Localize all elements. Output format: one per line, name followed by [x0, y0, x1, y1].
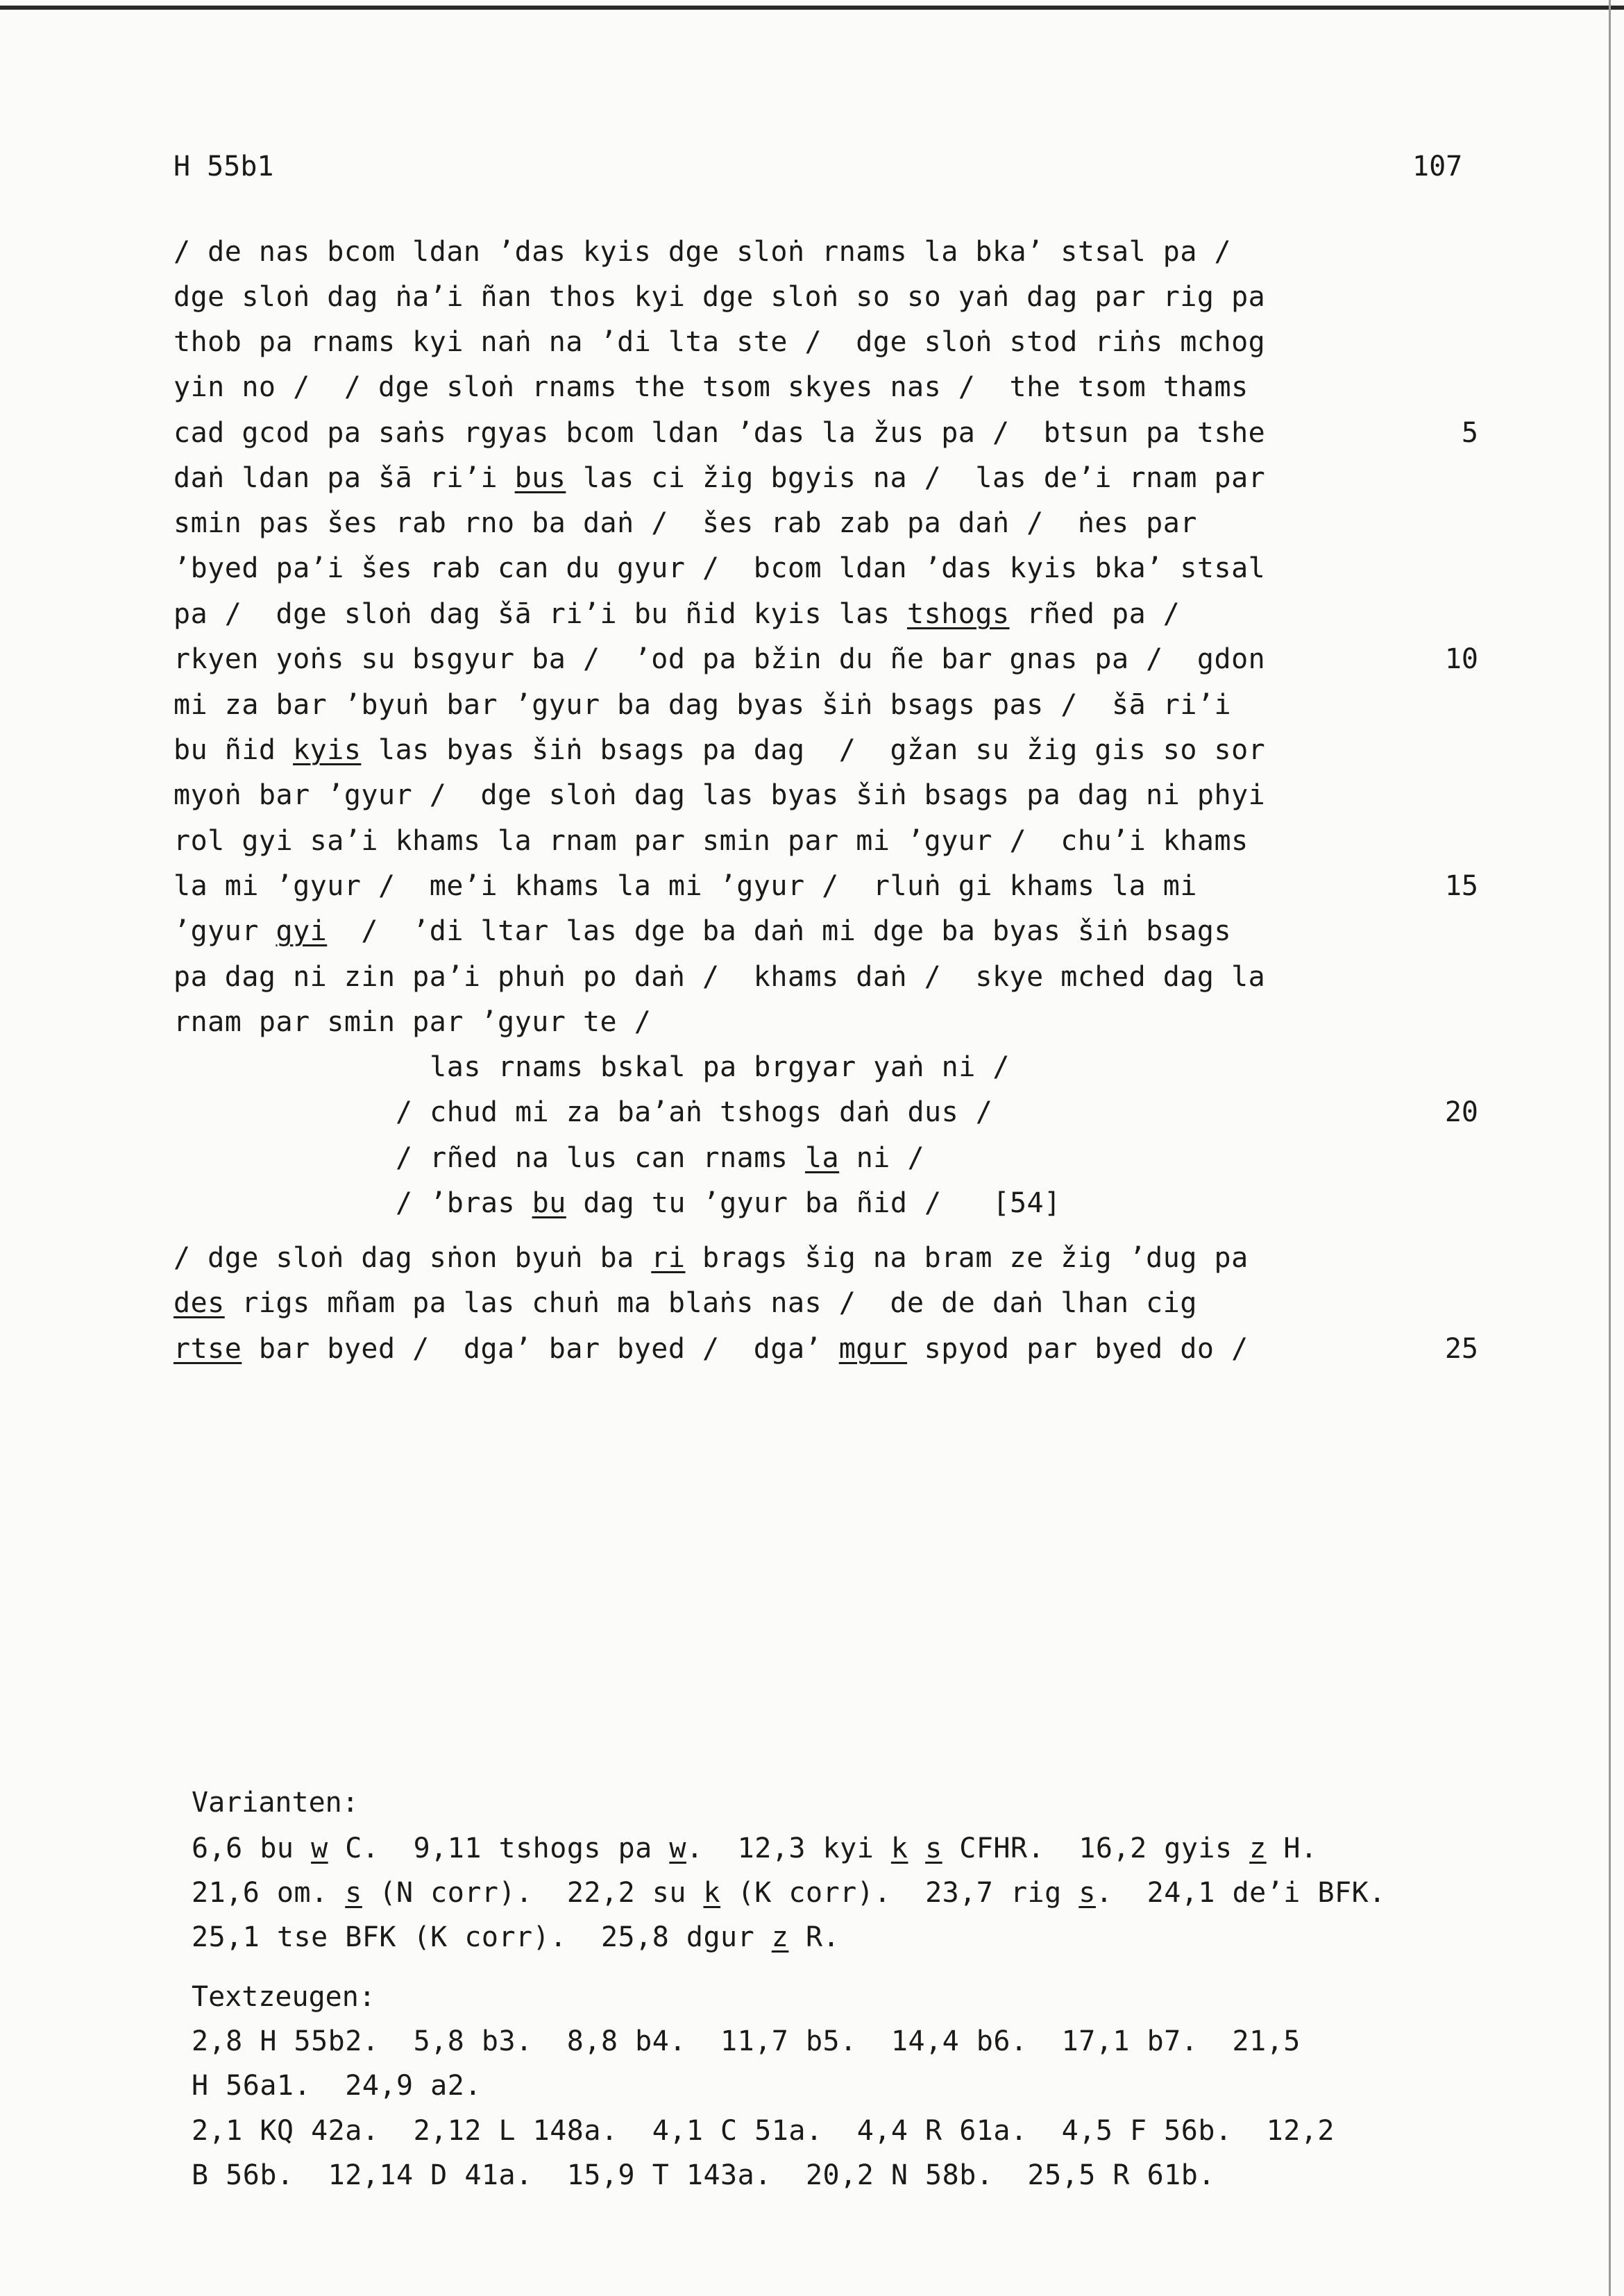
underlined-word: gyi: [276, 915, 328, 947]
text-run: CFHR. 16,2 gyis: [942, 1832, 1250, 1864]
text-line: [174, 368, 1249, 407]
text-run: . 12,3 kyi: [686, 1832, 891, 1864]
text-run: / de nas bcom ldan ’das kyis dge sloṅ rnams la bka’ stsal pa /: [174, 236, 1232, 268]
text-run: smin pas šes rab rno ba daṅ / šes rab zab pa daṅ / ṅes par: [174, 507, 1197, 539]
text-run: H 56a1. 24,9 a2.: [192, 2070, 482, 2102]
underlined-word: z: [1249, 1832, 1267, 1864]
text-run: ’gyur: [174, 915, 276, 947]
line-number: 15: [1444, 870, 1478, 902]
text-run: . 24,1 de’i BFK.: [1095, 1877, 1386, 1909]
line-number: 5: [1461, 417, 1478, 449]
top-rule: [0, 6, 1624, 10]
text-run: pa dag ni zin pa’i phuṅ po daṅ / khams daṅ / skye mched dag la: [174, 961, 1266, 993]
text-run: rigs mñam pa las chuṅ ma blaṅs nas / de de daṅ lhan cig: [224, 1287, 1197, 1319]
underlined-word: kyis: [293, 734, 362, 766]
text-line: [174, 822, 1249, 860]
text-run: / ’bras: [396, 1187, 532, 1219]
underlined-word: s: [345, 1877, 362, 1909]
underlined-word: bus: [514, 462, 566, 494]
text-run: daṅ ldan pa šā ri’i: [174, 462, 515, 494]
page-reference: H 55b1: [174, 151, 274, 182]
text-line: [174, 1003, 651, 1041]
right-margin-rule: [1609, 0, 1611, 2296]
underlined-word: s: [925, 1832, 942, 1864]
text-line: [174, 1239, 1249, 1277]
line-number: 10: [1444, 643, 1478, 675]
text-run: cad gcod pa saṅs rgyas bcom ldan ’das la žus pa / btsun pa tshe: [174, 417, 1266, 449]
text-run: ’byed pa’i šes rab can du gyur / bcom ldan ’das kyis bka’ stsal: [174, 552, 1266, 584]
text-run: bu ñid: [174, 734, 294, 766]
text-run: / chud mi za ba’aṅ tshogs daṅ dus /: [396, 1096, 993, 1128]
text-line: [174, 1284, 1197, 1323]
text-line: [174, 549, 1265, 588]
text-run: 21,6 om.: [192, 1877, 346, 1909]
underlined-word: la: [804, 1142, 840, 1174]
text-run: bar byed / dga’ bar byed / dga’: [242, 1333, 839, 1365]
text-run: rkyen yoṅs su bsgyur ba / ’od pa bžin du ñe bar gnas pa / gdon: [174, 643, 1266, 675]
text-run: yin no / / dge sloṅ rnams the tsom skyes nas / the tsom thams: [174, 371, 1249, 403]
text-line: [174, 640, 1265, 679]
text-run: las rnams bskal pa brgyar yaṅ ni /: [396, 1051, 1010, 1083]
text-run: la mi ’gyur / me’i khams la mi ’gyur / rluṅ gi khams la mi: [174, 870, 1197, 902]
text-run: / ’di ltar las dge ba daṅ mi dge ba byas šiṅ bsags: [327, 915, 1232, 947]
underlined-word: w: [311, 1832, 328, 1864]
underlined-word: ri: [651, 1242, 686, 1274]
underlined-word: s: [1079, 1877, 1096, 1909]
witness-line: [192, 2156, 1215, 2195]
text-line: [174, 912, 1231, 951]
verse-line: [396, 1093, 992, 1132]
text-line: [174, 323, 1265, 362]
text-run: thob pa rnams kyi naṅ na ’di lta ste / dge sloṅ stod riṅs mchog: [174, 326, 1266, 358]
underlined-word: z: [771, 1921, 789, 1953]
variant-line: [192, 1829, 1318, 1868]
text-line: [174, 504, 1197, 543]
text-line: [174, 232, 1231, 271]
witness-line: [192, 2111, 1335, 2150]
text-line: [174, 1329, 1249, 1368]
underlined-word: bu: [532, 1187, 566, 1219]
underlined-word: w: [669, 1832, 686, 1864]
text-run: 25,1 tse BFK (K corr). 25,8 dgur: [192, 1921, 772, 1953]
text-run: dge sloṅ dag ṅa’i ñan thos kyi dge sloṅ so so yaṅ dag par rig pa: [174, 281, 1266, 313]
line-number: 25: [1444, 1333, 1478, 1365]
underlined-word: mgur: [838, 1333, 908, 1365]
verse-line: [396, 1184, 1061, 1223]
text-run: 2,8 H 55b2. 5,8 b3. 8,8 b4. 11,7 b5. 14,4 b6. 17,1 b7. 21,5: [192, 2025, 1301, 2057]
text-line: [174, 731, 1265, 769]
text-run: dag tu ’gyur ba ñid / [54]: [566, 1187, 1061, 1219]
underlined-word: rtse: [174, 1333, 242, 1365]
verse-line: [396, 1048, 1010, 1087]
text-run: rol gyi sa’i khams la rnam par smin par mi ’gyur / chu’i khams: [174, 825, 1249, 857]
text-run: (K corr). 23,7 rig: [720, 1877, 1079, 1909]
text-run: myoṅ bar ’gyur / dge sloṅ dag las byas šiṅ bsags pa dag ni phyi: [174, 779, 1266, 811]
text-run: B 56b. 12,14 D 41a. 15,9 T 143a. 20,2 N 58b. 25,5 R 61b.: [192, 2159, 1215, 2191]
page-number: 107: [1412, 151, 1463, 182]
text-run: rnam par smin par ’gyur te /: [174, 1006, 652, 1038]
text-line: [174, 776, 1265, 815]
text-run: brags šig na bram ze žig ’dug pa: [685, 1242, 1249, 1274]
text-run: 6,6 bu: [192, 1832, 312, 1864]
varianten-heading: Varianten:: [192, 1787, 359, 1819]
underlined-word: k: [703, 1877, 721, 1909]
text-run: spyod par byed do /: [907, 1333, 1249, 1365]
verse-line: [396, 1139, 924, 1177]
text-line: [174, 958, 1265, 996]
underlined-word: tshogs: [907, 598, 1010, 630]
text-run: mi za bar ’byuṅ bar ’gyur ba dag byas šiṅ bsags pas / šā ri’i: [174, 689, 1232, 721]
text-run: C. 9,11 tshogs pa: [328, 1832, 670, 1864]
text-line: [174, 867, 1197, 905]
text-run: pa / dge sloṅ dag šā ri’i bu ñid kyis las: [174, 598, 908, 630]
underlined-word: des: [174, 1287, 225, 1319]
text-run: rñed pa /: [1009, 598, 1181, 630]
variant-line: [192, 1873, 1386, 1912]
line-number: 20: [1444, 1096, 1478, 1128]
witness-line: [192, 2022, 1301, 2061]
text-run: [908, 1832, 925, 1864]
text-line: [174, 278, 1265, 316]
text-run: / rñed na lus can rnams: [396, 1142, 805, 1174]
text-run: (N corr). 22,2 su: [362, 1877, 704, 1909]
text-line: [174, 595, 1180, 633]
text-line: [174, 414, 1265, 452]
text-run: R.: [788, 1921, 840, 1953]
text-run: 2,1 KQ 42a. 2,12 L 148a. 4,1 C 51a. 4,4 R 61a. 4,5 F 56b. 12,2: [192, 2115, 1335, 2147]
text-line: [174, 459, 1265, 498]
text-run: / dge sloṅ dag sṅon byuṅ ba: [174, 1242, 652, 1274]
text-run: las ci žig bgyis na / las de’i rnam par: [566, 462, 1266, 494]
text-run: H.: [1266, 1832, 1318, 1864]
variant-line: [192, 1918, 840, 1957]
text-line: [174, 686, 1231, 724]
text-run: las byas šiṅ bsags pa dag / gžan su žig gis so sor: [361, 734, 1266, 766]
underlined-word: k: [890, 1832, 908, 1864]
textzeugen-heading: Textzeugen:: [192, 1981, 375, 2013]
witness-line: [192, 2066, 482, 2105]
text-run: ni /: [839, 1142, 925, 1174]
